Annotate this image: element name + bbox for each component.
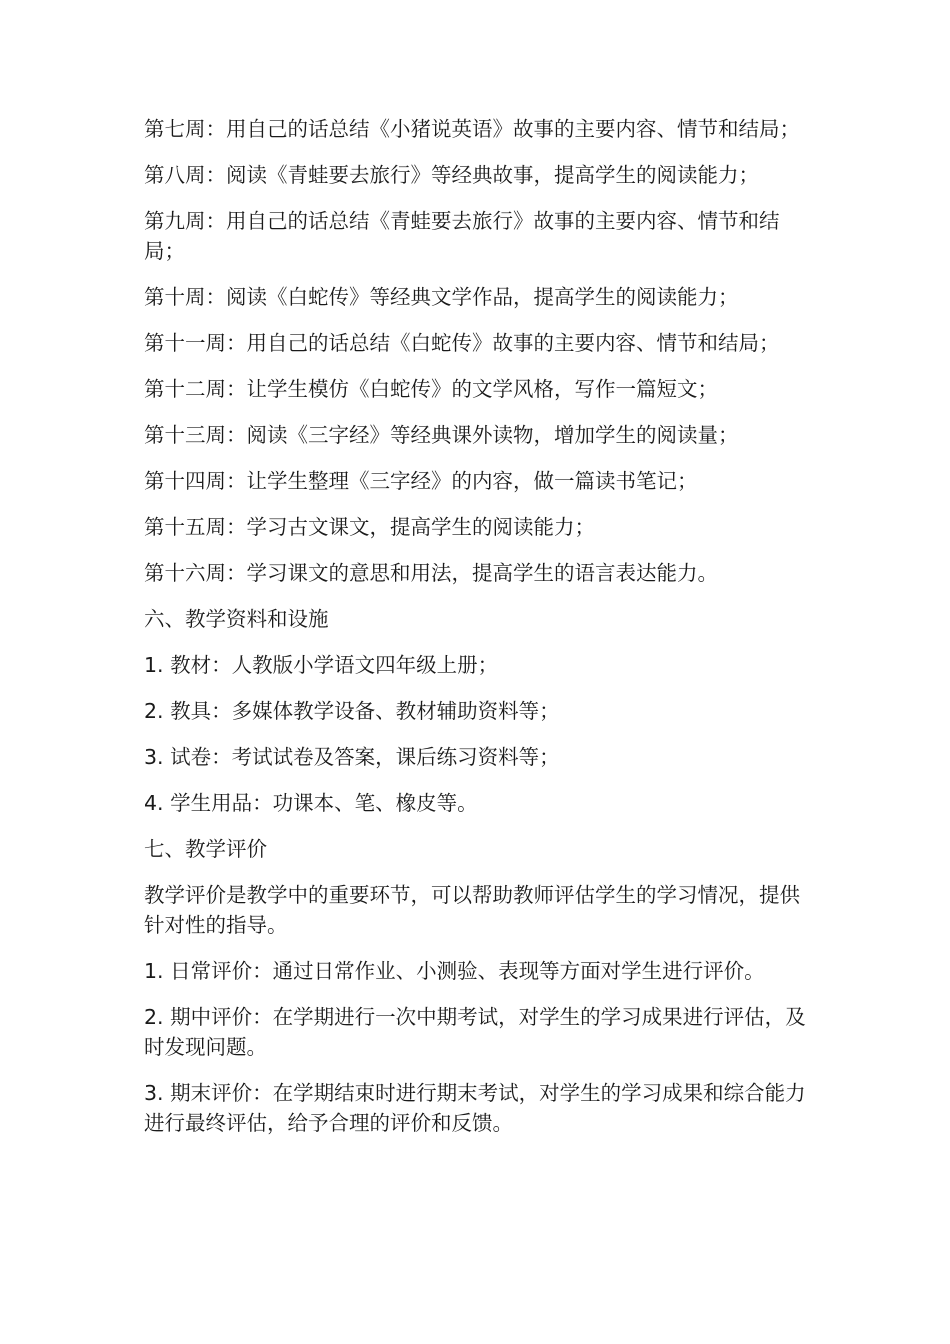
- week-9-item: 第九周：用自己的话总结《青蛙要去旅行》故事的主要内容、情节和结局；: [144, 209, 780, 263]
- evaluation-item-daily: 1. 日常评价：通过日常作业、小测验、表现等方面对学生进行评价。: [144, 959, 765, 983]
- evaluation-intro: 教学评价是教学中的重要环节，可以帮助教师评估学生的学习情况，提供针对性的指导。: [144, 883, 800, 937]
- section-heading-materials: 六、教学资料和设施: [144, 607, 329, 631]
- document-body: [144, 114, 816, 1154]
- week-13-item: 第十三周：阅读《三字经》等经典课外读物，增加学生的阅读量；: [144, 423, 739, 447]
- week-10-item: 第十周：阅读《白蛇传》等经典文学作品，提高学生的阅读能力；: [144, 285, 739, 309]
- materials-item-teaching-aids: 2. 教具：多媒体教学设备、教材辅助资料等；: [144, 699, 560, 723]
- materials-item-textbook: 1. 教材：人教版小学语文四年级上册；: [144, 653, 499, 677]
- materials-item-student-supplies: 4. 学生用品：功课本、笔、橡皮等。: [144, 791, 478, 815]
- week-15-item: 第十五周：学习古文课文，提高学生的阅读能力；: [144, 515, 595, 539]
- week-11-item: 第十一周：用自己的话总结《白蛇传》故事的主要内容、情节和结局；: [144, 331, 780, 355]
- week-7-item: 第七周：用自己的话总结《小猪说英语》故事的主要内容、情节和结局；: [144, 117, 800, 141]
- week-12-item: 第十二周：让学生模仿《白蛇传》的文学风格，写作一篇短文；: [144, 377, 718, 401]
- week-14-item: 第十四周：让学生整理《三字经》的内容，做一篇读书笔记；: [144, 469, 698, 493]
- section-heading-evaluation: 七、教学评价: [144, 837, 267, 861]
- week-16-item: 第十六周：学习课文的意思和用法，提高学生的语言表达能力。: [144, 561, 718, 585]
- evaluation-item-final: 3. 期末评价：在学期结束时进行期末考试，对学生的学习成果和综合能力进行最终评估，给予合理的评价和反馈。: [144, 1081, 806, 1135]
- materials-item-exam-papers: 3. 试卷：考试试卷及答案，课后练习资料等；: [144, 745, 560, 769]
- week-8-item: 第八周：阅读《青蛙要去旅行》等经典故事，提高学生的阅读能力；: [144, 163, 759, 187]
- evaluation-item-midterm: 2. 期中评价：在学期进行一次中期考试，对学生的学习成果进行评估，及时发现问题。: [144, 1005, 806, 1059]
